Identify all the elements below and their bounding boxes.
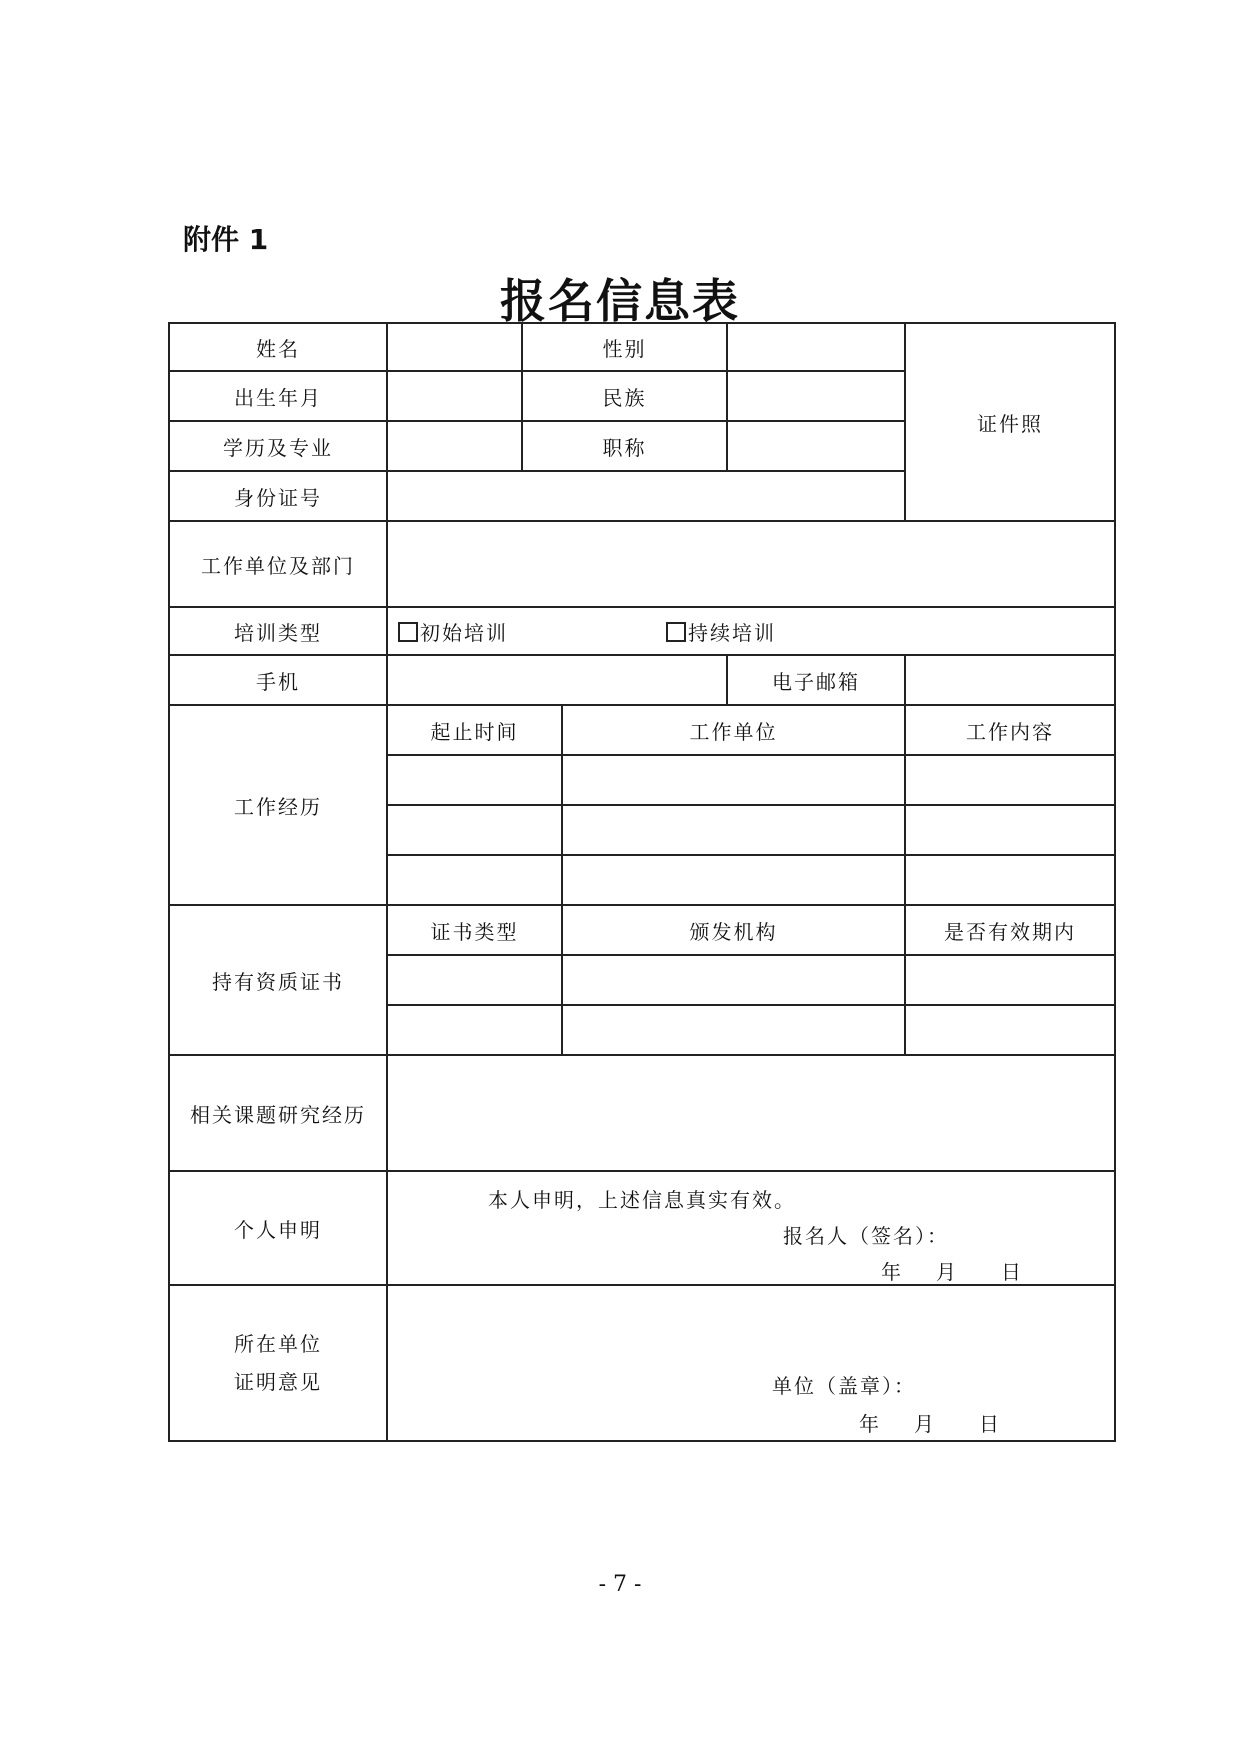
certificate-cell[interactable] (387, 1005, 562, 1055)
work-history-col-period: 起止时间 (387, 705, 562, 755)
job-title-label: 职称 (522, 421, 727, 471)
certificates-col-type: 证书类型 (387, 905, 562, 955)
certificate-cell[interactable] (905, 955, 1115, 1005)
work-history-cell[interactable] (562, 805, 905, 855)
work-history-cell[interactable] (905, 855, 1115, 905)
work-history-cell[interactable] (562, 755, 905, 805)
training-option-continuing[interactable]: 持续培训 (666, 617, 776, 646)
birth-label: 出生年月 (169, 371, 387, 421)
training-options (387, 607, 1115, 655)
gender-input-cell[interactable] (727, 323, 905, 371)
research-input-cell[interactable] (387, 1055, 1115, 1171)
checkbox-icon[interactable] (398, 622, 418, 642)
education-input-cell[interactable] (387, 421, 522, 471)
certificates-label: 持有资质证书 (169, 905, 387, 1055)
work-history-label: 工作经历 (169, 705, 387, 905)
date-month: 月 (914, 1412, 936, 1436)
employer-input-cell[interactable] (387, 521, 1115, 607)
attachment-label: 附件 1 (183, 223, 269, 256)
employer-opinion-label (169, 1285, 387, 1441)
signer-label: 报名人（签名）： (783, 1224, 949, 1248)
certificate-cell[interactable] (562, 955, 905, 1005)
registration-form-table (168, 322, 1116, 1442)
education-label: 学历及专业 (169, 421, 387, 471)
work-history-col-content: 工作内容 (905, 705, 1115, 755)
stamp-label: 单位（盖章）： (772, 1374, 916, 1398)
ethnicity-input-cell[interactable] (727, 371, 905, 421)
photo-cell[interactable]: 证件照 (905, 323, 1115, 521)
employer-opinion-label-line2: 证明意见 (234, 1370, 322, 1394)
certificates-col-valid: 是否有效期内 (905, 905, 1115, 955)
training-option-initial[interactable]: 初始培训 (398, 617, 666, 646)
date-year: 年 (859, 1412, 881, 1436)
training-type-label: 培训类型 (169, 607, 387, 655)
id-number-label: 身份证号 (169, 471, 387, 521)
work-history-col-employer: 工作单位 (562, 705, 905, 755)
certificate-cell[interactable] (387, 955, 562, 1005)
date-year: 年 (881, 1260, 903, 1284)
declaration-label: 个人申明 (169, 1171, 387, 1285)
page-number: - 7 - (598, 1572, 642, 1597)
date-month: 月 (936, 1260, 958, 1284)
email-label: 电子邮箱 (727, 655, 905, 705)
work-history-cell[interactable] (387, 805, 562, 855)
email-input-cell[interactable] (905, 655, 1115, 705)
work-history-cell[interactable] (562, 855, 905, 905)
job-title-input-cell[interactable] (727, 421, 905, 471)
employer-opinion-label-line1: 所在单位 (234, 1332, 322, 1356)
date-day: 日 (1001, 1260, 1023, 1284)
declaration-statement: 本人申明，上述信息真实有效。 (488, 1188, 796, 1212)
name-label: 姓名 (169, 323, 387, 371)
phone-label: 手机 (169, 655, 387, 705)
certificate-cell[interactable] (562, 1005, 905, 1055)
name-input-cell[interactable] (387, 323, 522, 371)
employer-opinion-cell[interactable] (387, 1285, 1115, 1441)
phone-input-cell[interactable] (387, 655, 727, 705)
work-history-cell[interactable] (387, 755, 562, 805)
certificate-cell[interactable] (905, 1005, 1115, 1055)
work-history-cell[interactable] (905, 755, 1115, 805)
declaration-cell[interactable] (387, 1171, 1115, 1285)
work-history-cell[interactable] (387, 855, 562, 905)
ethnicity-label: 民族 (522, 371, 727, 421)
id-number-input-cell[interactable] (387, 471, 905, 521)
birth-input-cell[interactable] (387, 371, 522, 421)
certificates-col-issuer: 颁发机构 (562, 905, 905, 955)
gender-label: 性别 (522, 323, 727, 371)
checkbox-icon[interactable] (666, 622, 686, 642)
work-history-cell[interactable] (905, 805, 1115, 855)
research-label: 相关课题研究经历 (169, 1055, 387, 1171)
date-day: 日 (979, 1412, 1001, 1436)
form-title: 报名信息表 (500, 274, 740, 328)
employer-label: 工作单位及部门 (169, 521, 387, 607)
